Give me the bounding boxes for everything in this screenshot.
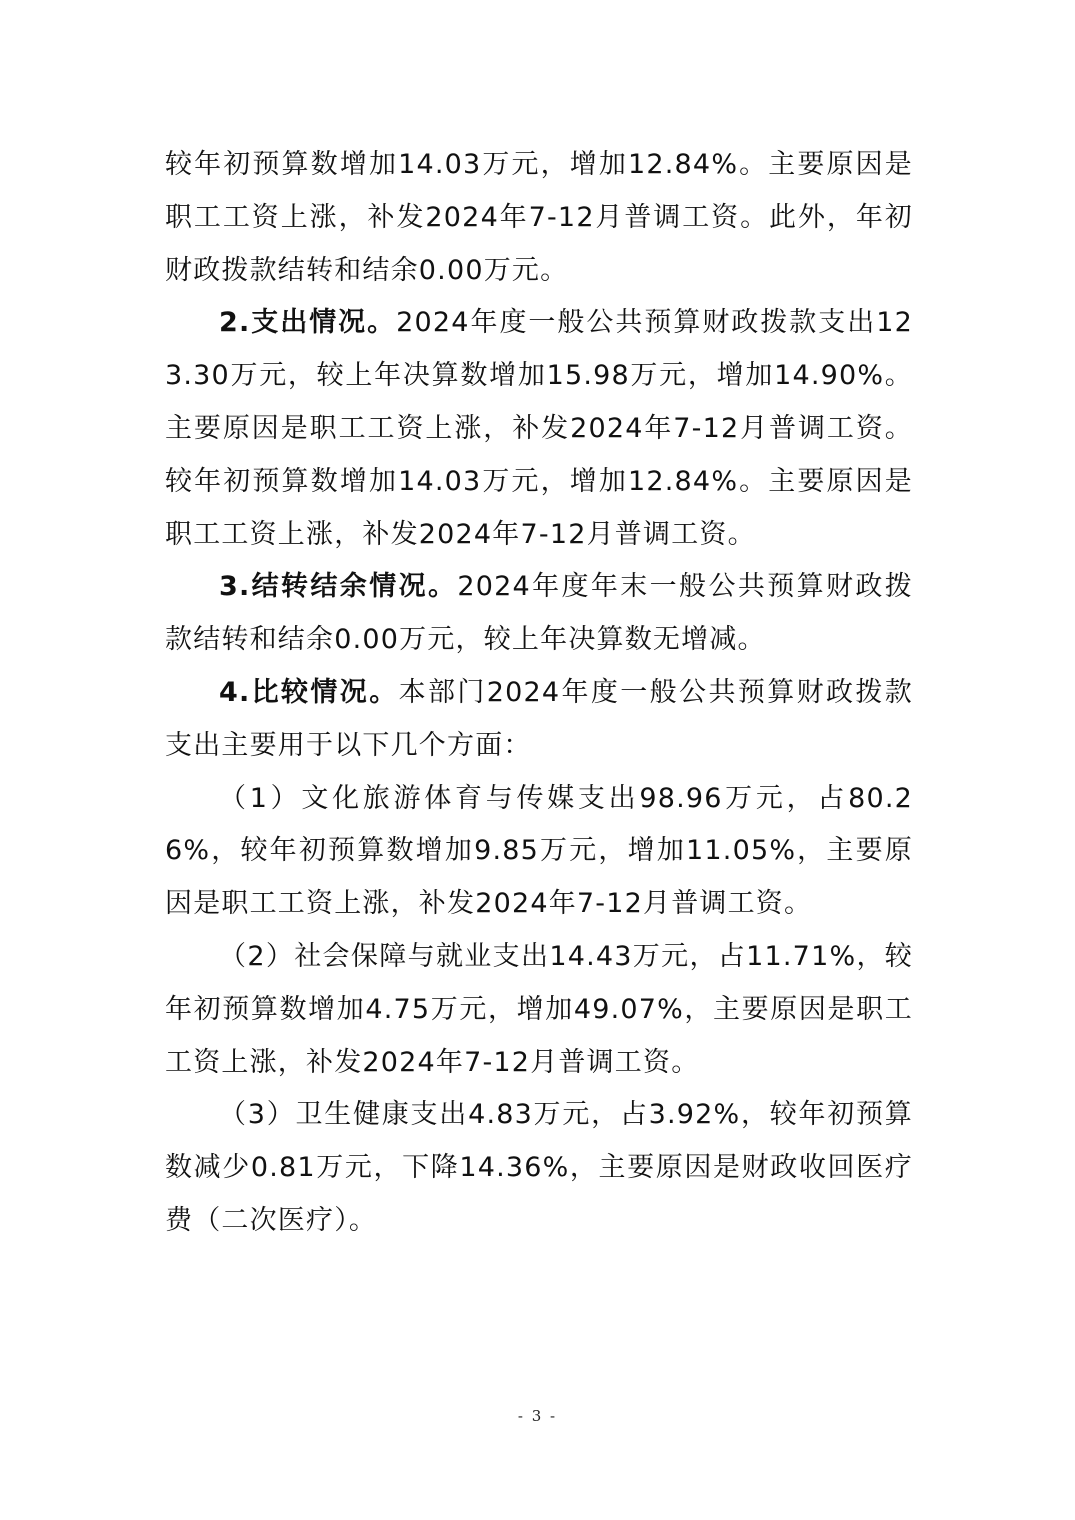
paragraph-income-continuation [165,139,913,297]
paragraph-text: （2）社会保障与就业支出14.43万元，占11.71%，较年初预算数增加4.75万元，增加49.07%，主要原因是职工工资上涨，补发2024年7-12月普调工资。 [165,940,913,1078]
page-number: - 3 - [517,1407,558,1425]
paragraph-heading: 2.支出情况。 [219,307,397,339]
paragraph-text: 较年初预算数增加14.03万元，增加12.84%。主要原因是职工工资上涨，补发2024年7-12月普调工资。此外，年初财政拨款结转和结余0.00万元。 [165,149,913,286]
paragraph-carryover [165,561,913,667]
list-item-health [165,1089,913,1247]
paragraph-comparison [165,667,913,773]
paragraph-text: （1）文化旅游体育与传媒支出98.96万元，占80.26%，较年初预算数增加9.85万元，增加11.05%，主要原因是职工工资上涨，补发2024年7-12月普调工资。 [165,782,913,920]
paragraph-text: 2024年度年末一般公共预算财政拨款结转和结余0.00万元，较上年决算数无增减。 [165,571,913,656]
paragraph-text: 本部门2024年度一般公共预算财政拨款支出主要用于以下几个方面： [165,676,914,761]
paragraph-heading: 4.比较情况。 [219,676,399,708]
paragraph-text: （3）卫生健康支出4.83万元，占3.92%，较年初预算数减少0.81万元，下降14.36%，主要原因是财政收回医疗费（二次医疗）。 [165,1099,913,1236]
list-item-social-security [165,931,913,1089]
paragraph-heading: 3.结转结余情况。 [219,571,458,603]
document-body [165,139,913,1248]
paragraph-expenditure [165,297,913,561]
list-item-culture-tourism [165,773,913,931]
paragraph-text: 2024年度一般公共预算财政拨款支出123.30万元，较上年决算数增加15.98万元，增加14.90%。主要原因是职工工资上涨，补发2024年7-12月普调工资。较年初预算数增加14.03万元，增加12.84%。主要原因是职工工资上涨，补发2024年7-12月普调工资。 [165,307,913,550]
